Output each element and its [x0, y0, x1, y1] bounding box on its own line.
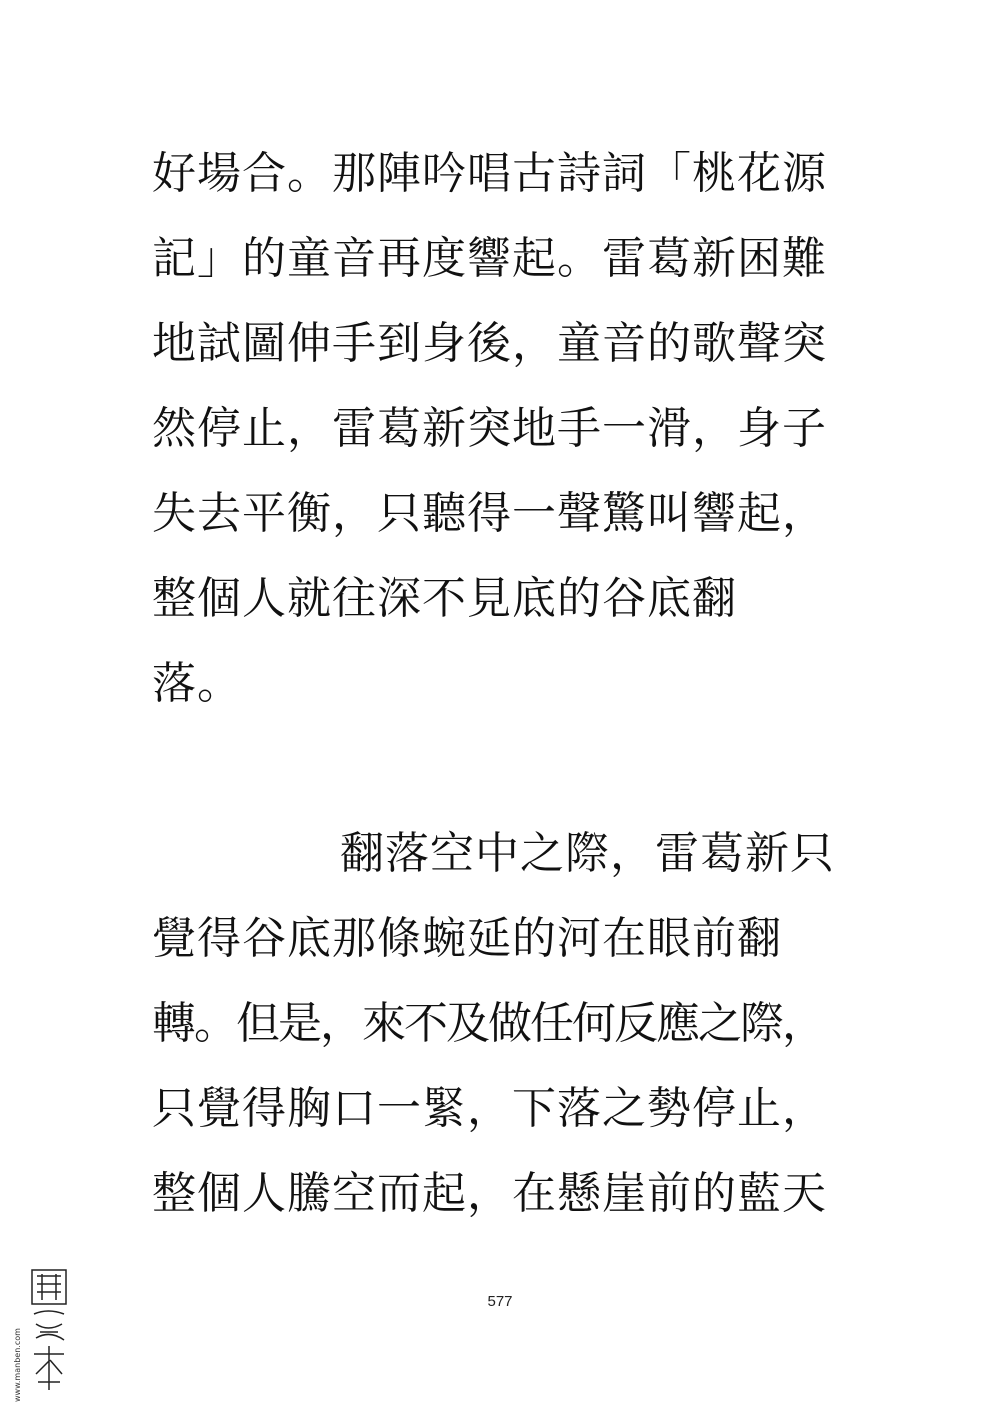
watermark-logo — [6, 1266, 70, 1406]
body-line: 失去平衡，只聽得一聲驚叫響起， — [152, 488, 827, 539]
body-line: 只覺得胸口一緊，下落之勢停止， — [152, 1083, 827, 1134]
paragraph-first-line: 翻落空中之際，雷葛新只 — [340, 828, 835, 879]
body-line: 地試圖伸手到身後，童音的歌聲突 — [152, 318, 827, 369]
body-line: 轉。但是，來不及做任何反應之際， — [152, 998, 824, 1049]
body-line: 好場合。那陣吟唱古詩詞「桃花源 — [152, 148, 827, 199]
body-line: 落。 — [152, 658, 242, 709]
body-line: 記」的童音再度響起。雷葛新困難 — [152, 233, 827, 284]
body-line: 然停止，雷葛新突地手一滑，身子 — [152, 403, 827, 454]
body-line: 覺得谷底那條蜿延的河在眼前翻 — [152, 913, 782, 964]
svg-text:www.manben.com: www.manben.com — [13, 1328, 22, 1402]
body-line: 整個人就往深不見底的谷底翻 — [152, 573, 737, 624]
page-number: 577 — [487, 1293, 513, 1310]
body-line: 整個人騰空而起，在懸崖前的藍天 — [152, 1168, 827, 1219]
